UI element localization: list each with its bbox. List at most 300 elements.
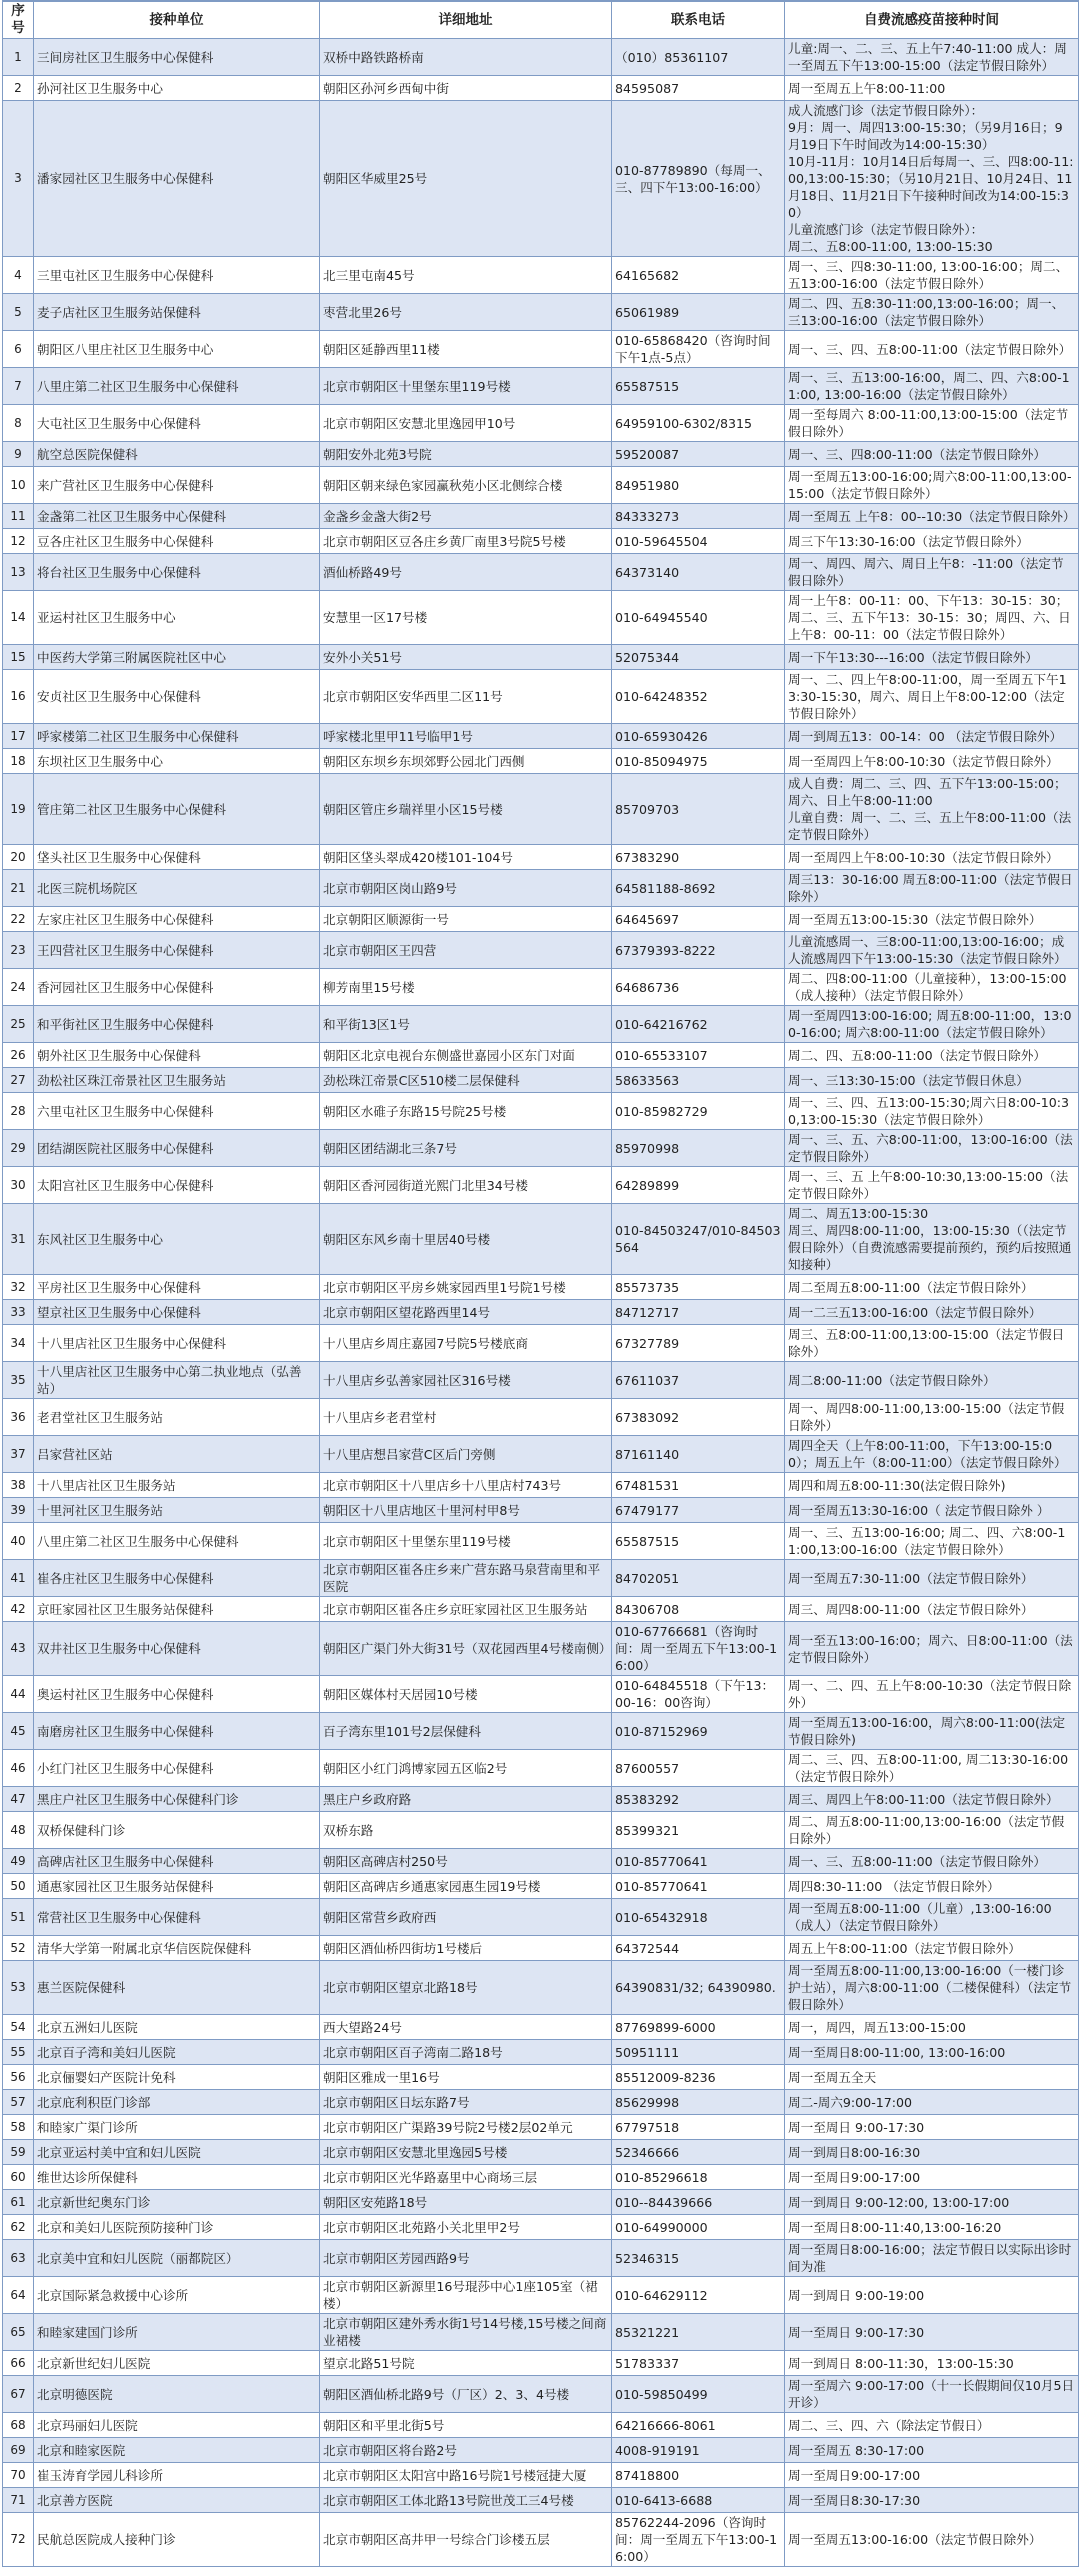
table-row [3, 2140, 1079, 2165]
cell-address: 北京市朝阳区北苑路小关北里甲2号 [320, 2215, 612, 2240]
cell-no: 8 [3, 405, 34, 442]
table-row [3, 2413, 1079, 2438]
cell-unit: 北京国际紧急救援中心诊所 [34, 2277, 320, 2314]
cell-time: 周一、三、五13:00-16:00; 周二、四、六8:00-11:00,13:00-16:00（法定节假日除外） [785, 1523, 1079, 1560]
cell-time: 周一到周五13：00-14：00 （法定节假日除外） [785, 724, 1079, 749]
cell-unit: 中医药大学第三附属医院社区中心 [34, 645, 320, 670]
cell-time: 周一到周日 9:00-12:00, 13:00-17:00 [785, 2190, 1079, 2215]
cell-phone: 52346666 [612, 2140, 785, 2165]
cell-address: 朝阳区常营乡政府西 [320, 1899, 612, 1936]
cell-no: 64 [3, 2277, 34, 2314]
table-body [3, 39, 1079, 2567]
table-row [3, 1204, 1079, 1275]
table-row [3, 1849, 1079, 1874]
cell-no: 28 [3, 1093, 34, 1130]
table-row [3, 442, 1079, 467]
cell-time: 周一上午8：00-11：00、下午13：30-15：30；周二、三、五下午13：30-15：30；周四、六、日上午8：00-11：00（法定节假日除外） [785, 591, 1079, 645]
cell-unit: 团结湖医院社区服务中心保健科 [34, 1130, 320, 1167]
cell-address: 劲松珠江帝景C区510楼二层保健科 [320, 1068, 612, 1093]
cell-address: 百子湾东里101号2层保健科 [320, 1713, 612, 1750]
cell-phone: 010--84439666 [612, 2190, 785, 2215]
cell-phone: 85512009-8236 [612, 2065, 785, 2090]
cell-address: 安慧里一区17号楼 [320, 591, 612, 645]
cell-time: 周一至周日8:30-17:30 [785, 2488, 1079, 2513]
cell-phone: 85970998 [612, 1130, 785, 1167]
table-row [3, 1713, 1079, 1750]
cell-unit: 八里庄第二社区卫生服务中心保健科 [34, 1523, 320, 1560]
cell-unit: 十里河社区卫生服务站 [34, 1498, 320, 1523]
cell-address: 朝阳区高碑店乡通惠家园惠生园19号楼 [320, 1874, 612, 1899]
cell-phone: 67327789 [612, 1325, 785, 1362]
cell-unit: 北京亚运村美中宜和妇儿医院 [34, 2140, 320, 2165]
table-row [3, 2165, 1079, 2190]
vaccination-sites-table [2, 0, 1079, 2567]
cell-time: 周一、三、四8:00-11:00（法定节假日除外） [785, 442, 1079, 467]
cell-unit: 十八里店社区卫生服务站 [34, 1473, 320, 1498]
table-row [3, 1812, 1079, 1849]
cell-unit: 来广营社区卫生服务中心保健科 [34, 467, 320, 504]
cell-address: 朝阳区安苑路18号 [320, 2190, 612, 2215]
cell-time: 周一至周五13:00-15:30（法定节假日除外） [785, 907, 1079, 932]
cell-address: 双桥东路 [320, 1812, 612, 1849]
cell-unit: 平房社区卫生服务中心保健科 [34, 1275, 320, 1300]
cell-time: 周二-周六9:00-17:00 [785, 2090, 1079, 2115]
table-row [3, 257, 1079, 294]
cell-unit: 朝外社区卫生服务中心保健科 [34, 1043, 320, 1068]
cell-unit: 北京美中宜和妇儿医院（丽都院区） [34, 2240, 320, 2277]
table-row [3, 1275, 1079, 1300]
table-row [3, 2240, 1079, 2277]
cell-phone: 52346315 [612, 2240, 785, 2277]
table-row [3, 2115, 1079, 2140]
cell-address: 北京朝阳区顺源街一号 [320, 907, 612, 932]
cell-time: 周一至五13:00-16:00；周六、日8:00-11:00（法定节假日除外） [785, 1622, 1079, 1676]
cell-no: 7 [3, 368, 34, 405]
cell-address: 朝阳区华威里25号 [320, 101, 612, 257]
cell-time: 周二、四、五8:30-11:00,13:00-16:00；周一、三13:00-16:00（法定节假日除外） [785, 294, 1079, 331]
cell-address: 朝阳区水碓子东路15号院25号楼 [320, 1093, 612, 1130]
cell-unit: 呼家楼第二社区卫生服务中心保健科 [34, 724, 320, 749]
table-row [3, 101, 1079, 257]
cell-phone: 010-65533107 [612, 1043, 785, 1068]
table-row [3, 368, 1079, 405]
cell-no: 71 [3, 2488, 34, 2513]
cell-no: 59 [3, 2140, 34, 2165]
cell-unit: 北医三院机场院区 [34, 870, 320, 907]
cell-time: 周一至周五上午8:00-11:00 [785, 76, 1079, 101]
cell-time: 周三、周四8:00-11:00（法定节假日除外） [785, 1597, 1079, 1622]
cell-no: 46 [3, 1750, 34, 1787]
cell-no: 21 [3, 870, 34, 907]
cell-phone: 010-85982729 [612, 1093, 785, 1130]
cell-phone: 010-64990000 [612, 2215, 785, 2240]
cell-time: 周一到周日 8:00-11:30，13:00-15:30 [785, 2351, 1079, 2376]
cell-time: 周三13：30-16:00 周五8:00-11:00（法定节假日除外） [785, 870, 1079, 907]
cell-time: 周一至每周六 8:00-11:00,13:00-15:00（法定节假日除外） [785, 405, 1079, 442]
cell-no: 45 [3, 1713, 34, 1750]
cell-time: 周一至周日8:00-11:00, 13:00-16:00 [785, 2040, 1079, 2065]
cell-time: 周二、周五13:00-15:30 周三、周四8:00-11:00，13:00-15:30（（法定节假日除外）（自费流感需要提前预约，预约后按照通知接种） [785, 1204, 1079, 1275]
table-row [3, 591, 1079, 645]
cell-no: 32 [3, 1275, 34, 1300]
table-row [3, 467, 1079, 504]
cell-time: 儿童:周一、二、三、五上午7:40-11:00 成人：周一至周五下午13:00-15:00（法定节假日除外） [785, 39, 1079, 76]
table-row [3, 1936, 1079, 1961]
cell-unit: 京旺家园社区卫生服务站保健科 [34, 1597, 320, 1622]
table-row [3, 1961, 1079, 2015]
cell-no: 10 [3, 467, 34, 504]
cell-phone: 65061989 [612, 294, 785, 331]
table-row [3, 1362, 1079, 1399]
cell-no: 53 [3, 1961, 34, 2015]
cell-no: 72 [3, 2513, 34, 2567]
cell-unit: 潘家园社区卫生服务中心保健科 [34, 101, 320, 257]
cell-address: 北京市朝阳区芳园西路9号 [320, 2240, 612, 2277]
cell-phone: 64959100-6302/8315 [612, 405, 785, 442]
cell-address: 北京市朝阳区崔各庄乡京旺家园社区卫生服务站 [320, 1597, 612, 1622]
cell-address: 北京市朝阳区百子湾南二路18号 [320, 2040, 612, 2065]
cell-phone: 010-84503247/010-84503564 [612, 1204, 785, 1275]
cell-phone: 010-59850499 [612, 2376, 785, 2413]
cell-time: 周一至周五13:30-16:00（ 法定节假日除外 ） [785, 1498, 1079, 1523]
cell-time: 儿童流感周一、三8:00-11:00,13:00-16:00；成人流感周四下午13:00-15:30（法定节假日除外） [785, 932, 1079, 969]
cell-phone: 84702051 [612, 1560, 785, 1597]
cell-address: 朝阳区团结湖北三条7号 [320, 1130, 612, 1167]
cell-phone: 52075344 [612, 645, 785, 670]
cell-phone: 85383292 [612, 1787, 785, 1812]
cell-no: 9 [3, 442, 34, 467]
cell-time: 成人自费：周二、三、四、五下午13:00-15:00；周六、日上午8:00-11:00 儿童自费：周一、二、三、五上午8:00-11:00（法定节假日除外） [785, 774, 1079, 845]
cell-unit: 老君堂社区卫生服务站 [34, 1399, 320, 1436]
table-row [3, 774, 1079, 845]
cell-time: 周一、三、四、五8:00-11:00（法定节假日除外） [785, 331, 1079, 368]
cell-address: 北京市朝阳区工体北路13号院世茂工三4号楼 [320, 2488, 612, 2513]
cell-address: 呼家楼北里甲11号临甲1号 [320, 724, 612, 749]
cell-time: 周二、三、四、五8:00-11:00, 周二13:30-16:00（法定节假日除外） [785, 1750, 1079, 1787]
cell-time: 周一至周日 9:00-17:30 [785, 2314, 1079, 2351]
cell-phone: 010-64248352 [612, 670, 785, 724]
cell-unit: 北京和美妇儿医院预防接种门诊 [34, 2215, 320, 2240]
table-row [3, 2190, 1079, 2215]
cell-address: 望京北路51号院 [320, 2351, 612, 2376]
cell-unit: 维世达诊所保健科 [34, 2165, 320, 2190]
cell-phone: 010-85770641 [612, 1874, 785, 1899]
cell-time: 周一、三、五8:00-11:00（法定节假日除外） [785, 1849, 1079, 1874]
cell-time: 周一至周日 9:00-17:30 [785, 2115, 1079, 2140]
table-row [3, 1750, 1079, 1787]
table-row [3, 331, 1079, 368]
cell-address: 北京市朝阳区广渠路39号院2号楼2层02单元 [320, 2115, 612, 2140]
cell-unit: 和平街社区卫生服务中心保健科 [34, 1006, 320, 1043]
table-row [3, 2463, 1079, 2488]
cell-unit: 金盏第二社区卫生服务中心保健科 [34, 504, 320, 529]
cell-phone: 67379393-8222 [612, 932, 785, 969]
cell-address: 北京市朝阳区十八里店乡十八里店村743号 [320, 1473, 612, 1498]
cell-no: 40 [3, 1523, 34, 1560]
cell-address: 朝阳区雅成一里16号 [320, 2065, 612, 2090]
cell-phone: 010-64216762 [612, 1006, 785, 1043]
cell-no: 62 [3, 2215, 34, 2240]
cell-address: 北京市朝阳区建外秀水街1号14号楼,15号楼之间商业裙楼 [320, 2314, 612, 2351]
cell-unit: 安贞社区卫生服务中心保健科 [34, 670, 320, 724]
table-row [3, 1399, 1079, 1436]
cell-no: 22 [3, 907, 34, 932]
cell-address: 双桥中路铁路桥南 [320, 39, 612, 76]
cell-phone: 010-65930426 [612, 724, 785, 749]
cell-address: 北京市朝阳区太阳宫中路16号院1号楼冠捷大厦 [320, 2463, 612, 2488]
cell-phone: （010）85361107 [612, 39, 785, 76]
cell-no: 31 [3, 1204, 34, 1275]
cell-unit: 奥运村社区卫生服务中心保健科 [34, 1676, 320, 1713]
cell-phone: 85321221 [612, 2314, 785, 2351]
cell-unit: 北京百子湾和美妇儿医院 [34, 2040, 320, 2065]
cell-phone: 84306708 [612, 1597, 785, 1622]
cell-time: 周一、三、四8:30-11:00, 13:00-16:00；周二、五13:00-16:00（法定节假日除外） [785, 257, 1079, 294]
cell-unit: 管庄第二社区卫生服务中心保健科 [34, 774, 320, 845]
cell-time: 周一至周五7:30-11:00（法定节假日除外） [785, 1560, 1079, 1597]
cell-unit: 十八里店社区卫生服务中心保健科 [34, 1325, 320, 1362]
cell-time: 周二、四8:00-11:00（儿童接种），13:00-15:00（成人接种）（法定节假日除外） [785, 969, 1079, 1006]
cell-address: 北京市朝阳区望花路西里14号 [320, 1300, 612, 1325]
cell-no: 69 [3, 2438, 34, 2463]
cell-unit: 北京和睦家医院 [34, 2438, 320, 2463]
cell-address: 北京市朝阳区将台路2号 [320, 2438, 612, 2463]
cell-address: 北京市朝阳区王四营 [320, 932, 612, 969]
cell-phone: 010-6413-6688 [612, 2488, 785, 2513]
table-row [3, 529, 1079, 554]
cell-address: 柳芳南里15号楼 [320, 969, 612, 1006]
table-row [3, 76, 1079, 101]
table-row [3, 932, 1079, 969]
table-row [3, 1787, 1079, 1812]
cell-unit: 北京新世纪妇儿医院 [34, 2351, 320, 2376]
cell-unit: 麦子店社区卫生服务站保健科 [34, 294, 320, 331]
table-row [3, 2215, 1079, 2240]
cell-unit: 惠兰医院保健科 [34, 1961, 320, 2015]
table-row [3, 1498, 1079, 1523]
cell-no: 43 [3, 1622, 34, 1676]
cell-time: 周四全天（上午8:00-11:00，下午13:00-15:00）；周五上午（8:00-11:00）（法定节假日除外） [785, 1436, 1079, 1473]
table-row [3, 1622, 1079, 1676]
cell-no: 70 [3, 2463, 34, 2488]
cell-time: 周一至周五8:00-11:00（儿童）,13:00-16:00（成人）（法定节假日除外） [785, 1899, 1079, 1936]
cell-unit: 十八里店社区卫生服务中心第二执业地点（弘善站） [34, 1362, 320, 1399]
cell-address: 十八里店乡老君堂村 [320, 1399, 612, 1436]
cell-no: 39 [3, 1498, 34, 1523]
table-row [3, 554, 1079, 591]
cell-time: 周二8:00-11:00（法定节假日除外） [785, 1362, 1079, 1399]
cell-phone: 50951111 [612, 2040, 785, 2065]
cell-phone: 010-65432918 [612, 1899, 785, 1936]
cell-unit: 大屯社区卫生服务中心保健科 [34, 405, 320, 442]
table-row [3, 749, 1079, 774]
cell-phone: 64165682 [612, 257, 785, 294]
cell-time: 周二、三、四、六（除法定节假日） [785, 2413, 1079, 2438]
cell-time: 周一、二、四上午8:00-11:00，周一至周五下午13:30-15:30，周六、周日上午8:00-12:00（法定节假日除外） [785, 670, 1079, 724]
cell-no: 29 [3, 1130, 34, 1167]
cell-unit: 黑庄户社区卫生服务中心保健科门诊 [34, 1787, 320, 1812]
cell-no: 25 [3, 1006, 34, 1043]
cell-unit: 高碑店社区卫生服务中心保健科 [34, 1849, 320, 1874]
cell-unit: 通惠家园社区卫生服务站保健科 [34, 1874, 320, 1899]
cell-phone: 64645697 [612, 907, 785, 932]
table-row [3, 1043, 1079, 1068]
cell-address: 朝阳区媒体村天居园10号楼 [320, 1676, 612, 1713]
cell-address: 枣营北里26号 [320, 294, 612, 331]
table-row [3, 2314, 1079, 2351]
cell-address: 朝阳区酒仙桥四街坊1号楼后 [320, 1936, 612, 1961]
cell-address: 十八里店乡周庄嘉园7号院5号楼底商 [320, 1325, 612, 1362]
cell-phone: 85762244-2096（咨询时间：周一至周五下午13:00-16:00） [612, 2513, 785, 2567]
header-unit: 接种单位 [34, 1, 320, 39]
cell-time: 周一至周五13:00-16:00，周六8:00-11:00(法定节假日除外) [785, 1713, 1079, 1750]
cell-unit: 东坝社区卫生服务中心 [34, 749, 320, 774]
cell-no: 30 [3, 1167, 34, 1204]
cell-address: 朝阳区管庄乡瑞祥里小区15号楼 [320, 774, 612, 845]
cell-no: 3 [3, 101, 34, 257]
cell-no: 52 [3, 1936, 34, 1961]
cell-unit: 小红门社区卫生服务中心保健科 [34, 1750, 320, 1787]
header-phone: 联系电话 [612, 1, 785, 39]
cell-address: 北三里屯南45号 [320, 257, 612, 294]
cell-phone: 64216666-8061 [612, 2413, 785, 2438]
header-address: 详细地址 [320, 1, 612, 39]
cell-no: 54 [3, 2015, 34, 2040]
cell-time: 周一至周五全天 [785, 2065, 1079, 2090]
cell-unit: 三里屯社区卫生服务中心保健科 [34, 257, 320, 294]
cell-unit: 王四营社区卫生服务中心保健科 [34, 932, 320, 969]
cell-unit: 北京庇利积臣门诊部 [34, 2090, 320, 2115]
header-time: 自费流感疫苗接种时间 [785, 1, 1079, 39]
cell-no: 15 [3, 645, 34, 670]
cell-unit: 北京善方医院 [34, 2488, 320, 2513]
cell-address: 北京市朝阳区安华西里二区11号 [320, 670, 612, 724]
cell-time: 周一下午13:30---16:00（法定节假日除外） [785, 645, 1079, 670]
cell-unit: 朝阳区八里庄社区卫生服务中心 [34, 331, 320, 368]
cell-phone: 010-87789890（每周一、三、四下午13:00-16:00） [612, 101, 785, 257]
cell-no: 26 [3, 1043, 34, 1068]
cell-time: 周一至周五 8:30-17:00 [785, 2438, 1079, 2463]
cell-address: 朝阳区东风乡南十里居40号楼 [320, 1204, 612, 1275]
cell-unit: 北京明德医院 [34, 2376, 320, 2413]
cell-no: 11 [3, 504, 34, 529]
cell-no: 12 [3, 529, 34, 554]
cell-no: 58 [3, 2115, 34, 2140]
cell-address: 朝阳区和平里北街5号 [320, 2413, 612, 2438]
cell-unit: 六里屯社区卫生服务中心保健科 [34, 1093, 320, 1130]
cell-address: 朝阳区孙河乡西甸中街 [320, 76, 612, 101]
cell-phone: 67383092 [612, 1399, 785, 1436]
cell-phone: 67479177 [612, 1498, 785, 1523]
cell-no: 47 [3, 1787, 34, 1812]
cell-address: 朝阳区朝来绿色家园赢秋苑小区北侧综合楼 [320, 467, 612, 504]
cell-time: 周四和周五8:00-11:30(法定假日除外) [785, 1473, 1079, 1498]
table-row [3, 2090, 1079, 2115]
cell-phone: 87600557 [612, 1750, 785, 1787]
cell-address: 十八里店想吕家营C区后门旁侧 [320, 1436, 612, 1473]
cell-unit: 豆各庄社区卫生服务中心保健科 [34, 529, 320, 554]
table-row [3, 907, 1079, 932]
cell-phone: 010-64629112 [612, 2277, 785, 2314]
cell-address: 朝阳区延静西里11楼 [320, 331, 612, 368]
table-row [3, 969, 1079, 1006]
cell-address: 北京市朝阳区光华路嘉里中心商场三层 [320, 2165, 612, 2190]
table-row [3, 1436, 1079, 1473]
cell-address: 酒仙桥路49号 [320, 554, 612, 591]
cell-no: 34 [3, 1325, 34, 1362]
table-row [3, 1167, 1079, 1204]
cell-time: 周一二三五13:00-16:00（法定节假日除外） [785, 1300, 1079, 1325]
cell-unit: 太阳宫社区卫生服务中心保健科 [34, 1167, 320, 1204]
cell-unit: 孙河社区卫生服务中心 [34, 76, 320, 101]
cell-no: 36 [3, 1399, 34, 1436]
cell-time: 周一至周日9:00-17:00 [785, 2165, 1079, 2190]
cell-no: 57 [3, 2090, 34, 2115]
cell-address: 北京市朝阳区高井甲一号综合门诊楼五层 [320, 2513, 612, 2567]
cell-time: 周三、周四上午8:00-11:00（法定节假日除外） [785, 1787, 1079, 1812]
cell-address: 朝阳区酒仙桥北路9号（厂区）2、3、4号楼 [320, 2376, 612, 2413]
cell-phone: 67611037 [612, 1362, 785, 1399]
cell-phone: 84595087 [612, 76, 785, 101]
table-row [3, 1473, 1079, 1498]
table-row [3, 724, 1079, 749]
cell-no: 33 [3, 1300, 34, 1325]
cell-no: 6 [3, 331, 34, 368]
cell-phone: 84333273 [612, 504, 785, 529]
cell-phone: 010-65868420（咨询时间下午1点-5点） [612, 331, 785, 368]
cell-no: 14 [3, 591, 34, 645]
table-row [3, 1597, 1079, 1622]
table-row [3, 2438, 1079, 2463]
cell-no: 51 [3, 1899, 34, 1936]
cell-time: 周一至周五8:00-11:00,13:00-16:00（一楼门诊护士站），周六8:00-11:00（二楼保健科）（法定节假日除外） [785, 1961, 1079, 2015]
cell-time: 成人流感门诊（法定节假日除外）： 9月：周一、周四13:00-15:30；（另9月16日；9月19日下午时间改为14:00-15:30） 10月-11月：10月14日后每周一、三、四8:00-11:00,13:00-15:30；（另10月21日、10月24日、11月18日、11月21日下午接种时间改为14:00-15:30） 儿童流感门诊（法定节假日除外）： 周二、五8:00-11:00, 13:00-15:30 [785, 101, 1079, 257]
cell-unit: 香河园社区卫生服务中心保健科 [34, 969, 320, 1006]
cell-time: 周三、五8:00-11:00,13:00-15:00（法定节假日除外） [785, 1325, 1079, 1362]
cell-phone: 65587515 [612, 368, 785, 405]
table-row [3, 1560, 1079, 1597]
table-row [3, 1899, 1079, 1936]
cell-time: 周一、周四8:00-11:00,13:00-15:00（法定节假日除外） [785, 1399, 1079, 1436]
cell-unit: 劲松社区珠江帝景社区卫生服务站 [34, 1068, 320, 1093]
cell-no: 61 [3, 2190, 34, 2215]
cell-unit: 清华大学第一附属北京华信医院保健科 [34, 1936, 320, 1961]
table-row [3, 1874, 1079, 1899]
cell-phone: 64289899 [612, 1167, 785, 1204]
cell-phone: 64686736 [612, 969, 785, 1006]
cell-phone: 64581188-8692 [612, 870, 785, 907]
cell-no: 4 [3, 257, 34, 294]
cell-unit: 北京新世纪奥东门诊 [34, 2190, 320, 2215]
table-row [3, 2513, 1079, 2567]
cell-time: 周一、三、五 上午8:00-10:30,13:00-15:00（法定节假日除外） [785, 1167, 1079, 1204]
cell-phone: 010-87152969 [612, 1713, 785, 1750]
cell-phone: 4008-919191 [612, 2438, 785, 2463]
cell-unit: 和睦家建国门诊所 [34, 2314, 320, 2351]
cell-address: 朝阳区垡头翠成420楼101-104号 [320, 845, 612, 870]
cell-no: 50 [3, 1874, 34, 1899]
table-row [3, 1093, 1079, 1130]
cell-time: 周一至周四13:00-16:00; 周五8:00-11:00，13:00-16:00; 周六8:00-11:00（法定节假日除外） [785, 1006, 1079, 1043]
cell-time: 周一至周五 上午8：00--10:30（法定节假日除外） [785, 504, 1079, 529]
cell-time: 周一，周四，周五13:00-15:00 [785, 2015, 1079, 2040]
table-row [3, 1068, 1079, 1093]
cell-address: 朝阳区广渠门外大街31号（双花园西里4号楼南侧） [320, 1622, 612, 1676]
cell-address: 朝阳安外北苑3号院 [320, 442, 612, 467]
cell-phone: 87418800 [612, 2463, 785, 2488]
cell-no: 37 [3, 1436, 34, 1473]
table-row [3, 670, 1079, 724]
